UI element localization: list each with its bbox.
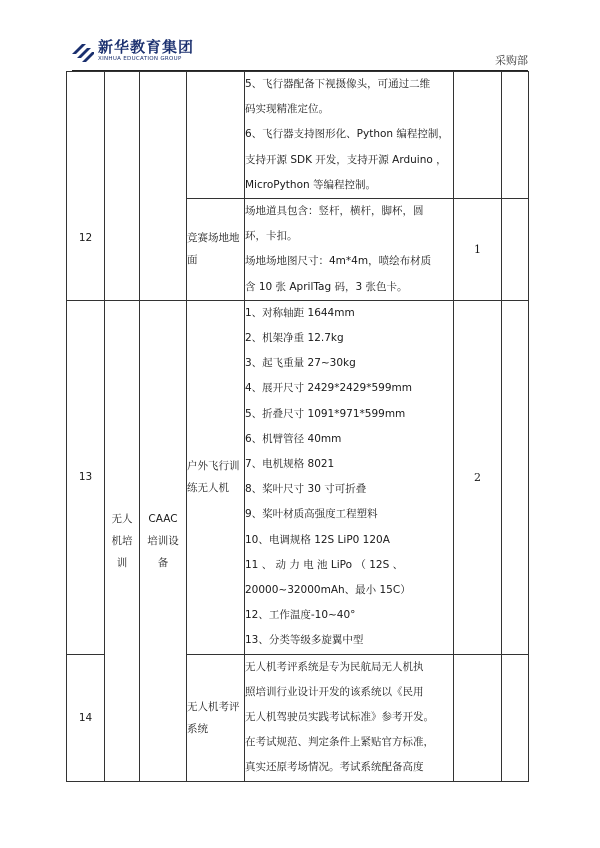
spec-line: 支持开源 SDK 开发，支持开源 Arduino ， bbox=[245, 153, 447, 166]
spec-line: 9、桨叶材质高强度工程塑料 bbox=[245, 508, 378, 521]
spec-line: 真实还原考场情况。考试系统配备高度 bbox=[245, 761, 424, 774]
spec-line: 6、机臂管径 40mm bbox=[245, 432, 342, 445]
quantity-cell: 2 bbox=[454, 300, 502, 654]
logo-chinese-text: 新华教育集团 bbox=[98, 38, 195, 56]
spec-line: 场地道具包含：竖杆，横杆，脚杯，圆 bbox=[245, 205, 424, 218]
remark-cell bbox=[502, 72, 529, 199]
spec-line: 环，卡扣。 bbox=[245, 230, 298, 243]
spec-line: 4、展开尺寸 2429*2429*599mm bbox=[245, 382, 412, 395]
spec-line: 8、桨叶尺寸 30 寸可折叠 bbox=[245, 483, 367, 496]
remark-cell bbox=[502, 199, 529, 301]
spec-line: 在考试规范、判定条件上紧贴官方标准， bbox=[245, 736, 434, 749]
subcategory-cell bbox=[140, 300, 187, 781]
spec-description-cell bbox=[245, 72, 454, 199]
subcategory-cell bbox=[140, 72, 187, 301]
subcategory-label: CAAC培训设备 bbox=[147, 512, 179, 569]
spec-line: 5、折叠尺寸 1091*971*599mm bbox=[245, 407, 406, 420]
spec-description-cell bbox=[245, 199, 454, 301]
logo-english-text: XINHUA EDUCATION GROUP bbox=[98, 56, 182, 62]
company-logo bbox=[72, 40, 194, 63]
quantity-cell bbox=[454, 654, 502, 781]
spec-line: 照培训行业设计开发的该系统以《民用 bbox=[245, 685, 424, 698]
remark-cell bbox=[502, 654, 529, 781]
spec-line: 5、飞行器配备下视摄像头，可通过二维 bbox=[245, 78, 431, 90]
spec-line: 11 、 动 力 电 池 LiPo （ 12S 、 bbox=[245, 558, 404, 571]
item-name-cell bbox=[187, 199, 245, 301]
table-row-13 bbox=[67, 300, 529, 654]
spec-line: 6、飞行器支持图形化、Python 编程控制， bbox=[245, 128, 449, 141]
row-number-cell: 14 bbox=[67, 654, 105, 781]
spec-line: 10、电调规格 12S LiP0 120A bbox=[245, 533, 390, 546]
item-name-cell bbox=[187, 300, 245, 654]
row-number-cell: 13 bbox=[67, 300, 105, 654]
spec-line: 码实现精准定位。 bbox=[245, 103, 329, 116]
spec-description-cell bbox=[245, 654, 454, 781]
item-name-cell bbox=[187, 654, 245, 781]
category-label: 无人机培训 bbox=[111, 512, 133, 569]
item-name-cell bbox=[187, 72, 245, 199]
spec-line: 3、起飞重量 27~30kg bbox=[245, 357, 356, 370]
spec-description-cell bbox=[245, 300, 454, 654]
spec-line: 无人机驾驶员实践考试标准》参考开发。 bbox=[245, 711, 434, 724]
spec-line: 12、工作温度-10~40° bbox=[245, 609, 356, 622]
spec-line: 含 10 张 AprilTag 码，3 张色卡。 bbox=[245, 280, 408, 293]
procurement-spec-table bbox=[66, 71, 529, 782]
spec-line: 无人机考评系统是专为民航局无人机执 bbox=[245, 660, 424, 673]
spec-line: 13、分类等级多旋翼中型 bbox=[245, 634, 364, 647]
category-cell bbox=[105, 300, 140, 781]
logo-mark-icon bbox=[72, 40, 94, 62]
row-number: 12 bbox=[78, 232, 93, 244]
quantity-cell bbox=[454, 72, 502, 199]
spec-line: 7、电机规格 8021 bbox=[245, 458, 335, 471]
department-label: 采购部 bbox=[495, 54, 528, 67]
item-name: 无人机考评系统 bbox=[187, 700, 240, 735]
page-header bbox=[0, 0, 600, 72]
table-row-continuation bbox=[67, 72, 529, 199]
spec-line: 20000~32000mAh、最小 15C） bbox=[245, 584, 411, 597]
item-name: 户外飞行训练无人机 bbox=[187, 460, 240, 495]
spec-line: 1、对称轴距 1644mm bbox=[245, 306, 355, 319]
category-cell bbox=[105, 72, 140, 301]
spec-line: 场地场地图尺寸：4m*4m，喷绘布材质 bbox=[245, 255, 432, 268]
spec-line: MicroPython 等编程控制。 bbox=[245, 178, 376, 191]
quantity-cell: 1 bbox=[454, 199, 502, 301]
item-name: 竞赛场地地面 bbox=[187, 232, 240, 267]
remark-cell bbox=[502, 300, 529, 654]
spec-line: 2、机架净重 12.7kg bbox=[245, 332, 344, 345]
row-number-cell bbox=[67, 72, 105, 301]
